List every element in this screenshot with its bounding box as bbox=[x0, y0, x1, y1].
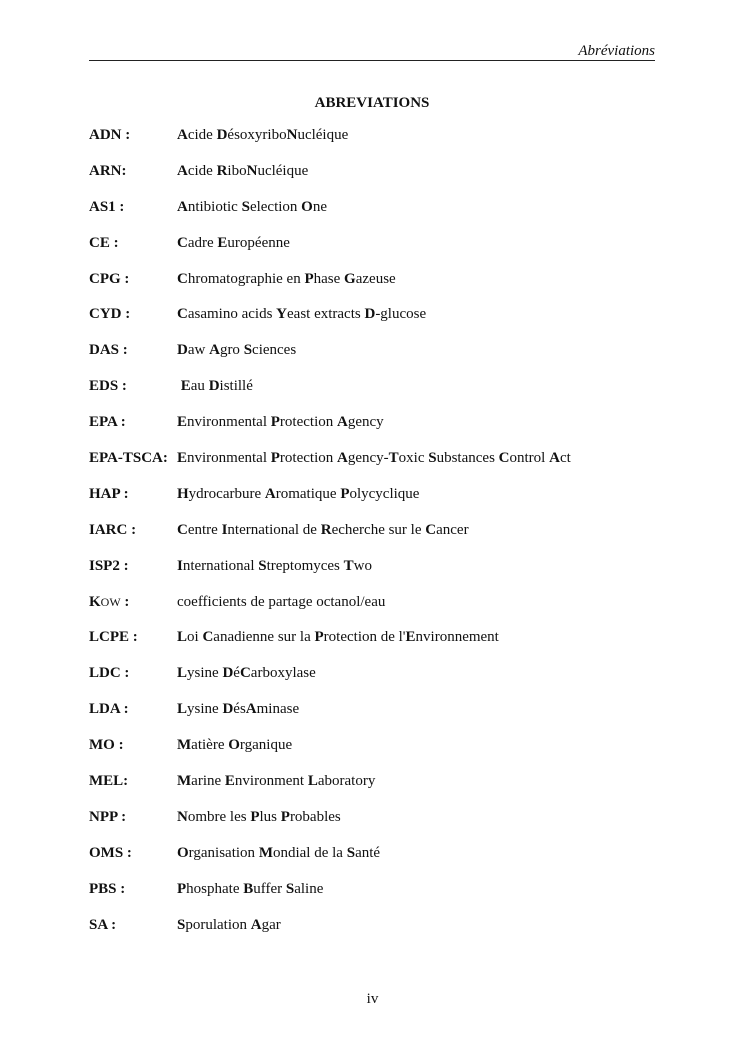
abbreviation-term: CYD : bbox=[89, 306, 131, 323]
abbreviation-definition: Chromatographie en Phase Gazeuse bbox=[177, 270, 396, 287]
abbreviation-entry bbox=[89, 270, 689, 306]
abbreviation-term: ARN: bbox=[89, 162, 127, 179]
abbreviation-entry bbox=[89, 198, 689, 234]
abbreviation-term: KOW : bbox=[89, 593, 130, 610]
abbreviation-definition: Matière Organique bbox=[177, 737, 293, 754]
abbreviation-entry bbox=[89, 377, 689, 413]
abbreviation-term: LDA : bbox=[89, 701, 129, 718]
abbreviation-definition: Organisation Mondial de la Santé bbox=[177, 844, 381, 861]
abbreviation-term: MO : bbox=[89, 737, 124, 754]
abbreviation-definition: Environmental Protection Agency-Toxic Substances Control Act bbox=[177, 450, 571, 467]
abbreviation-definition: Phosphate Buffer Saline bbox=[177, 880, 324, 897]
abbreviation-entry bbox=[89, 700, 689, 736]
abbreviation-entry bbox=[89, 341, 689, 377]
abbreviation-entry bbox=[89, 772, 689, 808]
abbreviation-term: DAS : bbox=[89, 342, 128, 359]
abbreviation-definition: Antibiotic Selection One bbox=[177, 198, 328, 215]
abbreviation-entry bbox=[89, 162, 689, 198]
abbreviation-definition: Loi Canadienne sur la Protection de l'Environnement bbox=[177, 629, 499, 646]
abbreviation-definition: Hydrocarbure Aromatique Polycyclique bbox=[177, 485, 420, 502]
abbreviation-term: AS1 : bbox=[89, 198, 125, 215]
abbreviation-definition: Centre International de Recherche sur le Cancer bbox=[177, 521, 469, 538]
abbreviation-entry bbox=[89, 916, 689, 952]
page-number: iv bbox=[366, 991, 379, 1007]
abbreviation-definition: Acide RiboNucléique bbox=[177, 162, 309, 179]
abbreviation-entry bbox=[89, 844, 689, 880]
abbreviation-entry bbox=[89, 736, 689, 772]
header-title: Abréviations bbox=[578, 43, 655, 59]
abbreviation-term: EPA-TSCA: bbox=[89, 450, 168, 467]
abbreviation-definition: Cadre Européenne bbox=[177, 234, 290, 251]
abbreviation-entry bbox=[89, 305, 689, 341]
abbreviation-entry bbox=[89, 557, 689, 593]
abbreviation-definition: Lysine DésAminase bbox=[177, 701, 300, 718]
abbreviation-term: LCPE : bbox=[89, 629, 138, 646]
abbreviation-entry bbox=[89, 664, 689, 700]
abbreviation-definition: Nombre les Plus Probables bbox=[177, 808, 341, 825]
abbreviation-definition: Casamino acids Yeast extracts D-glucose bbox=[177, 306, 427, 323]
abbreviation-entry bbox=[89, 880, 689, 916]
abbreviation-entry bbox=[89, 808, 689, 844]
abbreviation-definition: International Streptomyces Two bbox=[177, 557, 372, 574]
abbreviation-entry bbox=[89, 413, 689, 449]
abbreviation-term: ADN : bbox=[89, 127, 131, 143]
abbreviation-definition: Sporulation Agar bbox=[177, 916, 281, 933]
abbreviation-term: CPG : bbox=[89, 270, 130, 287]
abbreviation-entry bbox=[89, 234, 689, 270]
abbreviation-entry bbox=[89, 521, 689, 557]
abbreviation-definition: Marine Environment Laboratory bbox=[177, 773, 376, 790]
abbreviation-term: EPA : bbox=[89, 414, 126, 431]
abbreviation-term: MEL: bbox=[89, 773, 129, 790]
abbreviation-term: PBS : bbox=[89, 880, 126, 897]
abbreviation-definition: Eau Distillé bbox=[180, 378, 253, 395]
abbreviation-term: NPP : bbox=[89, 808, 127, 825]
abbreviation-entry bbox=[89, 485, 689, 521]
abbreviation-term: CE : bbox=[89, 234, 119, 251]
abbreviation-term: OMS : bbox=[89, 844, 132, 861]
abbreviation-term: HAP : bbox=[89, 485, 129, 502]
abbreviation-term: SA : bbox=[89, 916, 117, 933]
abbreviation-entry bbox=[89, 449, 689, 485]
abbreviation-entry bbox=[89, 126, 689, 162]
abbreviation-term: IARC : bbox=[89, 521, 137, 538]
abbreviation-definition: Acide DésoxyriboNucléique bbox=[177, 127, 349, 143]
abbreviation-definition: Lysine DéCarboxylase bbox=[177, 665, 316, 682]
abbreviation-term: EDS : bbox=[89, 378, 127, 395]
abbreviation-term: ISP2 : bbox=[89, 557, 129, 574]
abbreviation-list bbox=[89, 126, 689, 951]
abbreviation-term: LDC : bbox=[89, 665, 130, 682]
abbreviation-definition: Daw Agro Sciences bbox=[177, 342, 297, 359]
abbreviation-definition: coefficients de partage octanol/eau bbox=[177, 593, 386, 610]
document-title: ABREVIATIONS bbox=[314, 95, 430, 111]
page-header bbox=[89, 43, 655, 61]
abbreviation-entry bbox=[89, 593, 689, 629]
abbreviation-definition: Environmental Protection Agency bbox=[177, 414, 384, 431]
abbreviation-entry bbox=[89, 628, 689, 664]
